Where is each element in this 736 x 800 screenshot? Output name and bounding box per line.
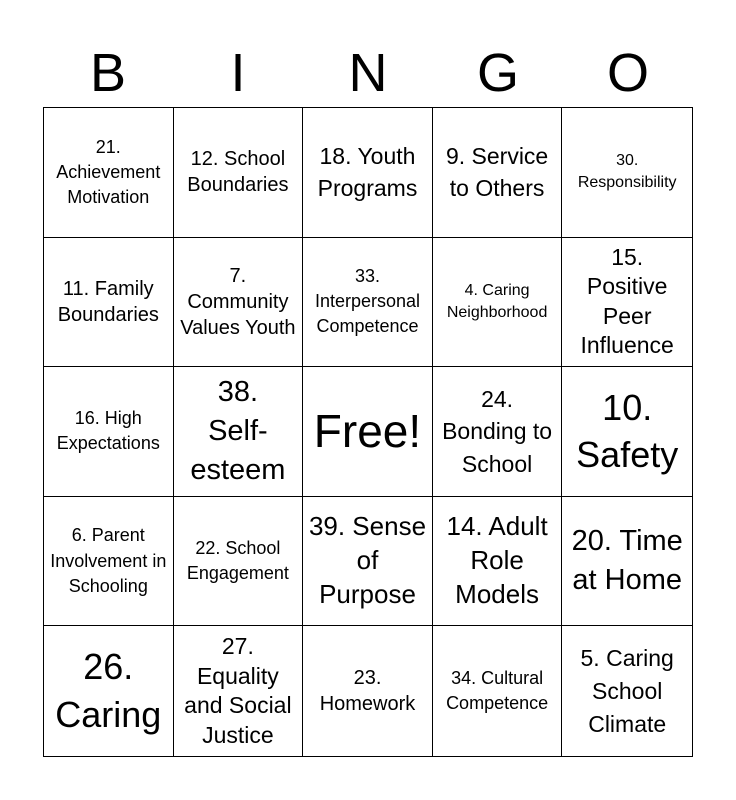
bingo-cell[interactable] (44, 108, 174, 238)
header-letter-b: B (89, 43, 127, 103)
bingo-cell[interactable] (303, 497, 433, 627)
cell-label: 4. Caring Neighborhood (446, 281, 548, 321)
bingo-cell[interactable] (433, 367, 563, 497)
bingo-cell[interactable] (174, 497, 304, 627)
header-letter-n: N (348, 43, 388, 103)
cell-label: 11. Family Boundaries (57, 277, 159, 326)
bingo-cell[interactable] (433, 108, 563, 238)
bingo-cell[interactable] (44, 497, 174, 627)
bingo-cell[interactable] (303, 626, 433, 756)
header-letter-i: I (230, 43, 246, 103)
cell-label: 22. School Engagement (186, 537, 289, 584)
cell-label: 21. Achievement Motivation (56, 136, 161, 207)
header-letter-g: G (476, 43, 519, 103)
cell-label: 14. Adult Role Models (446, 511, 548, 609)
cell-label: 20. Time at Home (571, 524, 683, 597)
bingo-board (43, 107, 693, 757)
bingo-cell[interactable] (303, 238, 433, 368)
cell-label: 27. Equality and Social Justice (184, 633, 292, 748)
bingo-cell[interactable] (562, 497, 692, 627)
cell-label: 34. Cultural Competence (446, 668, 549, 714)
cell-label: 12. School Boundaries (187, 148, 289, 197)
cell-label: 24. Bonding to School (442, 385, 553, 477)
cell-label: 18. Youth Programs (317, 142, 418, 202)
bingo-cell[interactable] (44, 626, 174, 756)
cell-label: 38. Self-esteem (190, 375, 286, 487)
bingo-header (43, 40, 693, 106)
bingo-cell[interactable] (44, 238, 174, 368)
cell-label: 33. Interpersonal Competence (314, 266, 421, 337)
free-space-label: Free! (313, 404, 422, 457)
cell-label: 16. High Expectations (56, 408, 160, 454)
header-letter-o: O (606, 43, 649, 103)
bingo-cell[interactable] (44, 367, 174, 497)
bingo-cell[interactable] (562, 367, 692, 497)
bingo-cell[interactable] (562, 108, 692, 238)
cell-label: 7. Community Values Youth (180, 264, 296, 339)
cell-label: 26. Caring (55, 646, 162, 736)
cell-label: 39. Sense of Purpose (308, 511, 427, 609)
bingo-cell[interactable] (433, 238, 563, 368)
bingo-cell[interactable] (174, 238, 304, 368)
bingo-cell[interactable] (174, 108, 304, 238)
cell-label: 15. Positive Peer Influence (580, 244, 674, 359)
free-space[interactable] (303, 367, 433, 497)
cell-label: 9. Service to Others (445, 142, 549, 202)
bingo-cell[interactable] (433, 497, 563, 627)
cell-label: 6. Parent Involvement in Schooling (50, 525, 167, 596)
cell-label: 10. Safety (576, 386, 679, 476)
cell-label: 23. Homework (319, 667, 416, 716)
bingo-cell[interactable] (303, 108, 433, 238)
bingo-cell[interactable] (433, 626, 563, 756)
bingo-cell[interactable] (562, 238, 692, 368)
bingo-cell[interactable] (174, 367, 304, 497)
cell-label: 30. Responsibility (577, 151, 677, 192)
bingo-cell[interactable] (562, 626, 692, 756)
bingo-cell[interactable] (174, 626, 304, 756)
cell-label: 5. Caring School Climate (580, 645, 674, 737)
